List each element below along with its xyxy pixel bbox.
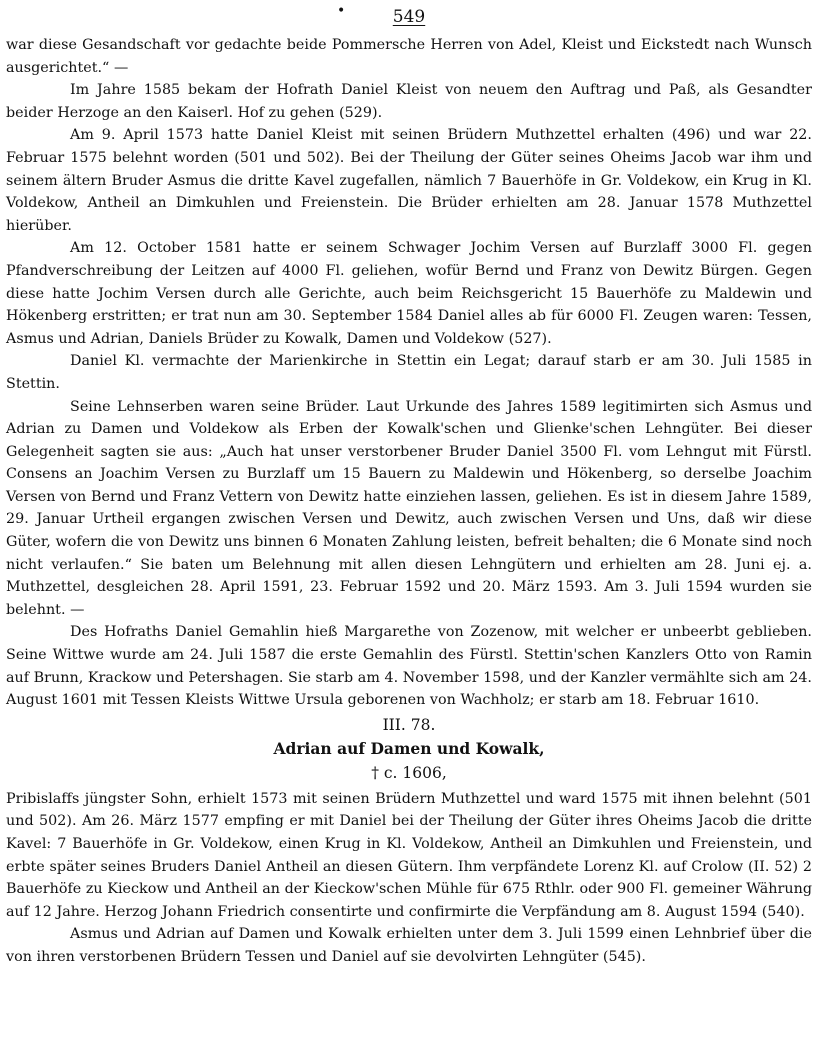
paragraph-wife: Des Hofraths Daniel Gemahlin hieß Margarethe von Zozenow, mit welcher er unbeerbt geblieben. Seine Wittwe wurde am 24. Juli 1587 die erste Gemahlin des Fürstl. Stettin'schen Kanzlers Otto von Ramin auf Brunn, Krackow und Petershagen. Sie starb am 4. November 1598, und der Kanzler vermählte sich am 24. August 1601 mit Tessen Kleists Wittwe Ursula geborenen von Wachholz; er starb am 18. Februar 1610. <box>6 624 812 709</box>
page-mark: • <box>337 3 346 19</box>
page-number: 549 <box>392 7 426 27</box>
paragraph-loan-1581: Am 12. October 1581 hatte er seinem Schwager Jochim Versen auf Burzlaff 3000 Fl. gegen Pfandverschreibung der Leitzen auf 4000 Fl. geliehen, wofür Bernd und Franz von Dewitz Bürgen. Gegen diese hatte Jochim Versen durch alle Gerichte, auch beim Reichsgericht 15 Bauerhöfe zu Maldewin und Hökenberg erstritten; er trat nun am 30. September 1584 Daniel alles ab für 6000 Fl. Zeugen waren: Tessen, Asmus und Adrian, Daniels Brüder zu Kowalk, Damen und Voldekow (527). <box>6 240 812 347</box>
section-title: Adrian auf Damen und Kowalk, <box>273 738 545 758</box>
paragraph-adrian-intro: Pribislaffs jüngster Sohn, erhielt 1573 mit seinen Brüdern Muthzettel und ward 1575 mit ihnen belehnt (501 und 502). Am 26. März 1577 empfing er mit Daniel bei der Theilung der Güter ihres Oheims Jacob die dritte Kavel: 7 Bauerhöfe in Gr. Voldekow, einen Krug in Kl. Voldekow, Antheil an Dimkuhlen und Freienstein, und erbte später seines Bruders Daniel Antheil an diesen Gütern. Ihm verpfändete Lorenz Kl. auf Crolow (II. 52) 2 Bauerhöfe zu Kieckow und Antheil an der Kieckow'schen Mühle für 675 Rthlr. oder 900 Fl. gemeiner Währung auf 12 Jahre. Herzog Johann Friedrich consentirte und confirmirte die Verpfändung am 8. August 1594 (540). <box>6 790 812 920</box>
paragraph-continuation: war diese Gesandschaft vor gedachte beide Pommersche Herren von Adel, Kleist und Eickstedt nach Wunsch ausgerichtet.“ — <box>6 37 812 76</box>
paragraph-embassy-1585: Im Jahre 1585 bekam der Hofrath Daniel Kleist von neuem den Auftrag und Paß, als Gesandter beider Herzoge an den Kaiserl. Hof zu gehen (529). <box>6 82 812 121</box>
paragraph-lehnbrief-1599: Asmus und Adrian auf Damen und Kowalk erhielten unter dem 3. Juli 1599 einen Lehnbrief über die von ihren verstorbenen Brüdern Tessen und Daniel auf sie devolvirten Lehngüter (545). <box>6 926 812 965</box>
paragraph-heirs: Seine Lehnserben waren seine Brüder. Laut Urkunde des Jahres 1589 legitimirten sich Asmus und Adrian zu Damen und Voldekow als Erben der Kowalk'schen und Glienke'schen Lehngüter. Bei dieser Gelegenheit sagten sie aus: „Auch hat unser verstorbener Bruder Daniel 3500 Fl. vom Lehngut mit Fürstl. Consens an Joachim Versen zu Burzlaff um 15 Bauern zu Maldewin und Hökenberg, so derselbe Joachim Versen von Bernd und Franz Vettern von Dewitz hatte einziehen lassen, geliehen. Es ist in diesem Jahre 1589, 29. Januar Urtheil ergangen zwischen Versen und Dewitz, auch zwischen Versen und Uns, daß wir diese Güter, wofern die von Dewitz uns binnen 6 Monaten Zahlung leisten, befreit behalten; die 6 Monate sind noch nicht verlaufen.“ Sie baten um Belehnung mit allen diesen Lehngütern und erhielten am 28. Juni ej. a. Muthzettel, desgleichen 28. April 1591, 23. Februar 1592 und 20. März 1593. Am 3. Juli 1594 wurden sie belehnt. — <box>6 398 812 618</box>
paragraph-death-daniel: Daniel Kl. vermachte der Marienkirche in Stettin ein Legat; darauf starb er am 30. Juli 1585 in Stettin. <box>6 353 812 392</box>
paragraph-muthzettel-1573: Am 9. April 1573 hatte Daniel Kleist mit seinen Brüdern Muthzettel erhalten (496) und war 22. Februar 1575 belehnt worden (501 und 502). Bei der Theilung der Güter seines Oheims Jacob war ihm und seinem ältern Bruder Asmus die dritte Kavel zugefallen, nämlich 7 Bauerhöfe in Gr. Voldekow, ein Krug in Kl. Voldekow, Antheil an Dimkuhlen und Freienstein. Die Brüder erhielten am 28. Januar 1578 Muthzettel hierüber. <box>6 127 812 234</box>
section-death-date: † c. 1606, <box>371 763 447 782</box>
section-number: III. 78. <box>382 715 436 734</box>
